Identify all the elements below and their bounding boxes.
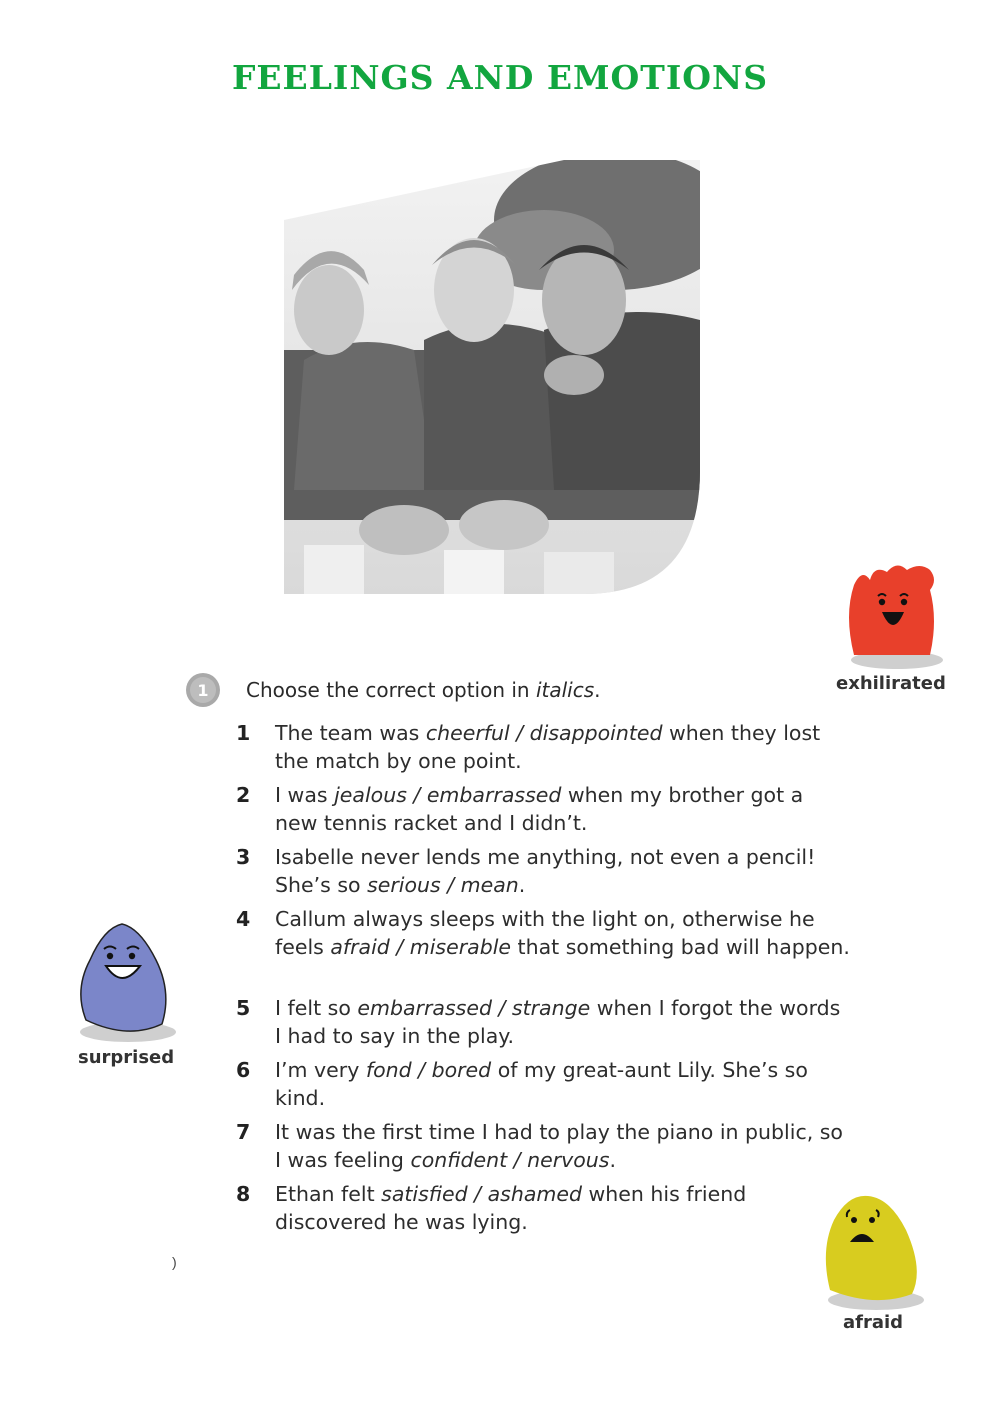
item-text-before: Ethan felt [275, 1182, 382, 1206]
exercise-item [236, 720, 856, 775]
exercise-item [236, 1057, 856, 1112]
item-text-after: . [518, 872, 526, 897]
item-options[interactable]: fond / bored [365, 1058, 492, 1082]
item-text-before: I’m very [275, 1058, 366, 1082]
exhilirated-label: exhilirated [836, 673, 946, 694]
item-text-after: when I forgot the words I had to say in the play. [275, 996, 841, 1048]
item-number: 8 [236, 1182, 251, 1206]
exercise-number: 1 [197, 681, 209, 700]
item-text-after: . [609, 1147, 617, 1172]
surprised-character-icon [72, 920, 176, 1044]
item-text-after: when they lost the match by one point. [275, 721, 821, 773]
item-text-before: The team was [275, 721, 426, 745]
item-number: 2 [236, 783, 251, 807]
exercise-instruction [246, 678, 601, 702]
item-options[interactable]: cheerful / disappointed [425, 721, 663, 745]
item-text-after: of my great-aunt Lily. She’s so kind. [275, 1058, 808, 1110]
girls-photo [284, 160, 700, 594]
exercise-item [236, 844, 856, 899]
item-text-before: Callum always sleeps with the light on, otherwise he feels [275, 907, 815, 959]
instruction-italic: italics [535, 678, 595, 702]
item-text-before: I felt so [275, 996, 358, 1020]
afraid-label: afraid [843, 1312, 904, 1333]
instruction-prefix: Choose the correct option in [246, 678, 536, 702]
item-number: 6 [236, 1058, 251, 1082]
exercise-item [236, 782, 856, 837]
item-options[interactable]: confident / nervous [410, 1147, 610, 1172]
stray-mark: ) [172, 1254, 177, 1270]
surprised-label: surprised [78, 1047, 175, 1068]
exercise-number-badge [185, 672, 221, 708]
item-options[interactable]: serious / mean [367, 872, 519, 897]
exercise-item [236, 1119, 856, 1174]
item-number: 7 [236, 1120, 251, 1144]
item-number: 3 [236, 845, 251, 869]
item-text-before: I was [275, 783, 335, 807]
item-text-after: when my brother got a new tennis racket and I didn’t. [275, 783, 804, 835]
exercise-item [236, 1181, 856, 1236]
exhilirated-character-icon [842, 560, 944, 672]
item-number: 4 [236, 907, 251, 931]
exhilirated-body [849, 565, 934, 655]
item-text-after: that something bad will happen. [511, 934, 850, 959]
exercise-item [236, 995, 856, 1050]
item-number: 1 [236, 721, 251, 745]
item-text-before: It was the first time I had to play the piano in public, so I was feeling [275, 1120, 843, 1172]
item-text-after: when his friend discovered he was lying. [275, 1182, 747, 1234]
item-number: 5 [236, 996, 251, 1020]
item-text-before: Isabelle never lends me anything, not even a pencil! She’s so [275, 845, 816, 897]
instruction-suffix: . [594, 678, 601, 702]
item-options[interactable]: embarrassed / strange [357, 996, 591, 1020]
page-title: FEELINGS AND EMOTIONS [231, 58, 769, 97]
item-options[interactable]: jealous / embarrassed [334, 783, 562, 807]
item-options[interactable]: satisfied / ashamed [381, 1182, 582, 1206]
exercise-item [236, 906, 856, 961]
item-options[interactable]: afraid / miserable [330, 934, 512, 959]
